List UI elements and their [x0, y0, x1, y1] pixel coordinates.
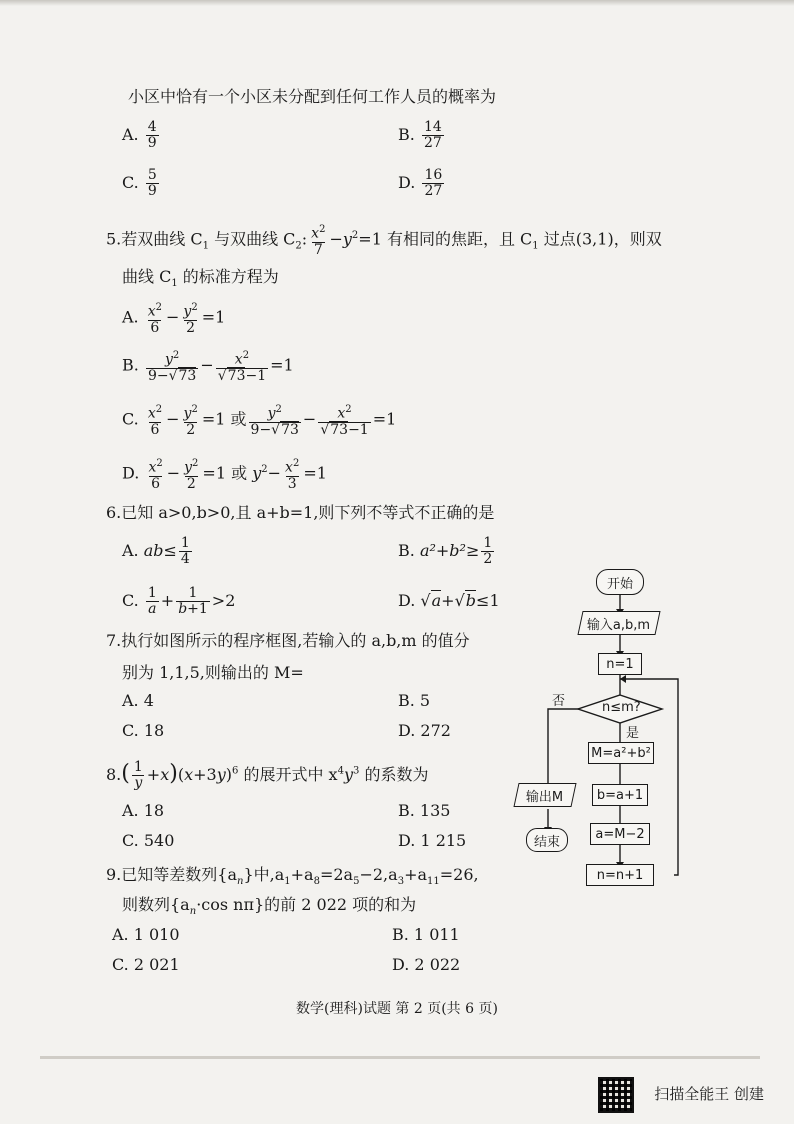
- option-label: B.: [122, 355, 139, 375]
- q8-stem-part: 的系数为: [359, 765, 429, 784]
- q5-stem-part: 与双曲线 C: [208, 229, 296, 249]
- option-text: ≤1: [476, 591, 500, 610]
- q9-stem-part: +a: [290, 865, 314, 884]
- q4-option-a: [122, 120, 161, 151]
- flowchart-output: [513, 783, 576, 807]
- scanner-watermark: 扫描全能王 创建: [654, 1085, 764, 1103]
- qr-code-icon: [598, 1077, 634, 1113]
- option-label: C.: [122, 409, 139, 429]
- numerator: 4: [147, 119, 157, 135]
- q5-stem-part: 的标准方程为: [177, 267, 279, 286]
- option-label: D.: [398, 591, 416, 610]
- option-text: ab≤: [143, 541, 177, 560]
- q7-option-a: A. 4: [122, 691, 154, 710]
- option-label: C.: [122, 591, 139, 610]
- q8-option-a: A. 18: [122, 801, 165, 820]
- fraction: $\frac{x^2}{7}$: [311, 224, 326, 258]
- q8-stem-part: 的展开式中 x: [243, 765, 338, 784]
- q5-option-c: C. $\frac{x^2}{6}$ − $\frac{y^2}{2}$ =1 或 $\frac{y^2}{9-√73}$ − $\frac{x^2}{√73-1}$ =1: [122, 404, 397, 438]
- fraction: [422, 168, 444, 199]
- q9-stem-part: 9.已知等差数列{a: [106, 865, 237, 884]
- or-word: 或: [231, 463, 248, 483]
- q5-stem-line2: 曲线 $C_1$ 的标准方程为: [122, 267, 279, 290]
- flowchart-end: 结束: [526, 828, 568, 852]
- option-label: A.: [122, 307, 139, 327]
- option-label: B.: [398, 125, 415, 144]
- q9-option-a: A. 1 010: [112, 925, 180, 944]
- flowchart-input: [577, 611, 660, 635]
- q9-stem-part: +a: [404, 865, 428, 884]
- option-label: A.: [122, 125, 139, 144]
- q9-stem-part: }中,a: [243, 865, 285, 884]
- denominator: 9: [147, 183, 157, 199]
- q5-stem-line1: 5.若双曲线 $C_1$ 与双曲线 $C_2$: $\frac{x^2}{7}$ $-y^2=1$ 有相同的焦距，且 $C_1$ 过点(3,1)，则双: [106, 224, 662, 258]
- flowchart-increment: n=n+1: [586, 864, 654, 886]
- numerator: 5: [147, 167, 157, 183]
- q6-option-d: D. √a+√b≤1: [398, 591, 500, 610]
- q9-stem-part: =26,: [439, 865, 479, 884]
- q5-option-d: D. $\frac{x^2}{6}$ − $\frac{y^2}{2}$ =1 或 $y^2-$ $\frac{x^2}{3}$ =1: [122, 458, 327, 492]
- q7-option-c: C. 18: [122, 721, 165, 740]
- q9-stem-line1: 9.已知等差数列$\{a_n\}$中$,a_1+a_8=2a_5-2,a_3+a_{11}=26$,: [106, 865, 479, 888]
- or-word: 或: [230, 409, 247, 429]
- option-label: D.: [398, 173, 416, 192]
- q9-option-b: B. 1 011: [392, 925, 460, 944]
- q5-stem-part: =1 有相同的焦距，且 C: [358, 229, 533, 249]
- q9-option-c: C. 2 021: [112, 955, 180, 974]
- numerator: 16: [424, 167, 443, 183]
- fraction: [422, 120, 444, 151]
- q8-option-c: C. 540: [122, 831, 175, 850]
- q9-option-d: D. 2 022: [392, 955, 461, 974]
- q9-stem-part: 则数列{a: [122, 895, 190, 914]
- option-label: A.: [122, 541, 139, 560]
- flowchart-start: 开始: [596, 569, 644, 595]
- q9-stem-part: −2,a: [359, 865, 398, 884]
- q9-stem-part: ·cos nπ}的前 2 022 项的和为: [196, 895, 417, 914]
- q9-stem-line2: 则数列{$a_n\cdot\cos$ nπ}的前 2 022 项的和为: [122, 895, 417, 918]
- q4-option-c: [122, 168, 161, 199]
- q5-option-b: B. $\frac{y^2}{9-√73}$ − $\frac{x^2}{√73-1}$ =1: [122, 350, 294, 384]
- denominator: 27: [424, 183, 443, 199]
- scan-edge: [0, 0, 794, 6]
- flowchart-yes-label: 是: [626, 726, 640, 741]
- q6-option-a: A. ab≤ $\frac{1}{4}$: [122, 535, 190, 567]
- q8-option-d: D. 1 215: [398, 831, 467, 850]
- option-label: C.: [122, 173, 139, 192]
- q5-stem-part: 曲线 C: [122, 267, 172, 286]
- flowchart-calc-b: b=a+1: [592, 784, 648, 806]
- denominator: 9: [147, 135, 157, 151]
- flowchart-no-label: 否: [552, 694, 566, 709]
- q4-option-b: [398, 120, 446, 151]
- flowchart-init: n=1: [598, 653, 642, 675]
- q7-option-d: D. 272: [398, 721, 451, 740]
- q4-stem-tail: 小区中恰有一个小区未分配到任何工作人员的概率为: [128, 87, 497, 106]
- fraction: [146, 120, 159, 151]
- flowchart-calc-m: M=a²+b²: [588, 742, 654, 764]
- q5-option-a: A. $\frac{x^2}{6}$ − $\frac{y^2}{2}$ =1: [122, 302, 226, 336]
- denominator: 27: [423, 135, 442, 151]
- q7-option-b: B. 5: [398, 691, 431, 710]
- q6-stem: 6.已知 a>0,b>0,且 a+b=1,则下列不等式不正确的是: [106, 503, 495, 522]
- q6-option-c: C. $\frac{1}{a}$ + $\frac{1}{b+1}$ >2: [122, 585, 236, 617]
- q8-stem: 8.( $\frac{1}{y}$ $+x)(x+3y)^6$ 的展开式中 $x^4y^3$ 的系数为: [106, 759, 429, 791]
- numerator: 14: [423, 119, 442, 135]
- flowchart-calc-a: a=M−2: [590, 823, 650, 845]
- q5-stem-part: 5.若双曲线 C: [106, 229, 203, 249]
- flowchart-condition: n≤m?: [602, 700, 641, 715]
- page-footer: 数学(理科)试题 第 2 页(共 6 页): [296, 1001, 498, 1017]
- option-text: >2: [211, 591, 236, 610]
- option-label: B.: [398, 541, 415, 560]
- flowchart-output-label: 输出M: [526, 789, 564, 805]
- q4-option-d: [398, 168, 446, 199]
- option-label: D.: [122, 463, 140, 483]
- q8-stem-part: 8.: [106, 765, 122, 784]
- q7-stem-line1: 7.执行如图所示的程序框图,若输入的 a,b,m 的值分: [106, 631, 470, 650]
- scan-shadow: [40, 1056, 760, 1059]
- fraction: [146, 168, 159, 199]
- q9-stem-part: =2a: [319, 865, 354, 884]
- q8-option-b: B. 135: [398, 801, 451, 820]
- q5-stem-part: 过点(3,1)，则双: [538, 229, 662, 249]
- flowchart-input-label: 输入a,b,m: [587, 617, 651, 633]
- option-text: a²+b²≥: [419, 541, 480, 560]
- q7-stem-line2: 别为 1,1,5,则输出的 M=: [122, 663, 304, 682]
- q6-option-b: B. a²+b²≥ $\frac{1}{2}$: [398, 535, 493, 567]
